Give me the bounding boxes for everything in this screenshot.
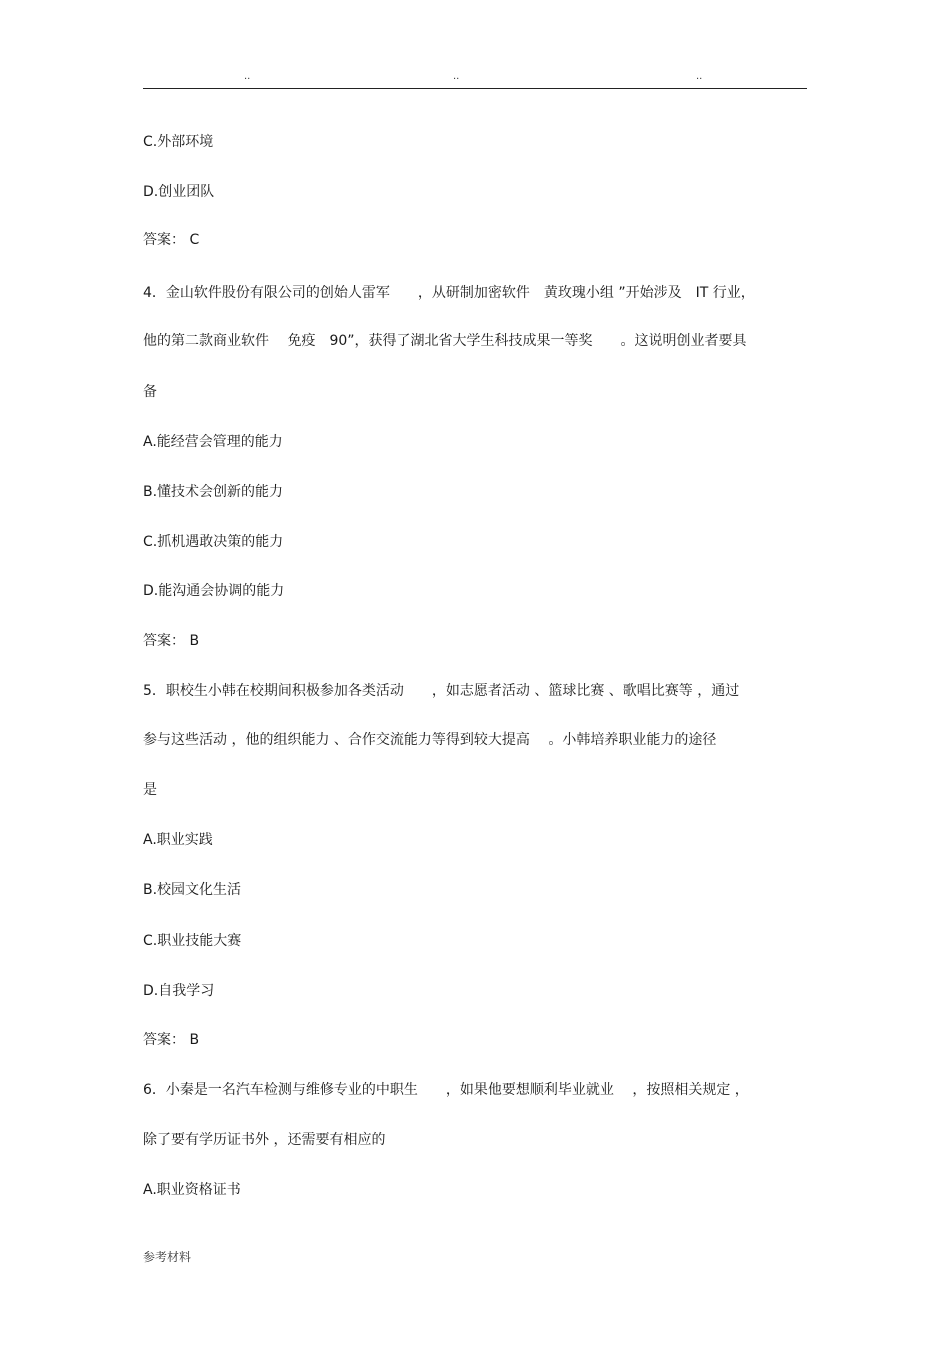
option-line: D.能沟通会协调的能力 bbox=[143, 583, 285, 599]
header-dots-center: .. bbox=[453, 71, 460, 82]
option-line: D.创业团队 bbox=[143, 184, 215, 200]
option-line: D.自我学习 bbox=[143, 983, 215, 999]
question-line: 参与这些活动 ，他的组织能力 、合作交流能力等得到较大提高 。小韩培养职业能力的途径 bbox=[143, 732, 717, 748]
answer-line: 答案： B bbox=[143, 1032, 200, 1048]
header-dots-left: .. bbox=[244, 71, 251, 82]
page-footer: 参考材料 bbox=[143, 1250, 192, 1264]
question-line: 6．小秦是一名汽车检测与维修专业的中职生 ，如果他要想顺利毕业就业 ，按照相关规定 ， bbox=[143, 1082, 749, 1098]
option-line: B.校园文化生活 bbox=[143, 882, 242, 898]
answer-line: 答案： B bbox=[143, 633, 200, 649]
option-line: C.职业技能大赛 bbox=[143, 933, 242, 949]
option-line: A.能经营会管理的能力 bbox=[143, 434, 283, 450]
question-line: 除了要有学历证书外 ，还需要有相应的 bbox=[143, 1132, 386, 1148]
question-line: 他的第二款商业软件 免疫 90”，获得了湖北省大学生科技成果一等奖 。这说明创业者要具 bbox=[143, 333, 747, 349]
option-line: A.职业资格证书 bbox=[143, 1182, 241, 1198]
option-line: A.职业实践 bbox=[143, 832, 213, 848]
header-dots-right: .. bbox=[696, 71, 703, 82]
page-header bbox=[143, 70, 807, 89]
question-line: 备 bbox=[143, 384, 157, 400]
question-line: 5．职校生小韩在校期间积极参加各类活动 ，如志愿者活动 、篮球比赛 、歌唱比赛等 ，通过 bbox=[143, 683, 740, 699]
option-line: C.抓机遇敢决策的能力 bbox=[143, 534, 284, 550]
answer-line: 答案： C bbox=[143, 232, 200, 248]
option-line: C.外部环境 bbox=[143, 134, 214, 150]
option-line: B.懂技术会创新的能力 bbox=[143, 484, 284, 500]
question-line: 是 bbox=[143, 782, 157, 798]
question-line: 4．金山软件股份有限公司的创始人雷军 ，从研制加密软件 黄玫瑰小组 ”开始涉及 IT 行业， bbox=[143, 285, 755, 301]
